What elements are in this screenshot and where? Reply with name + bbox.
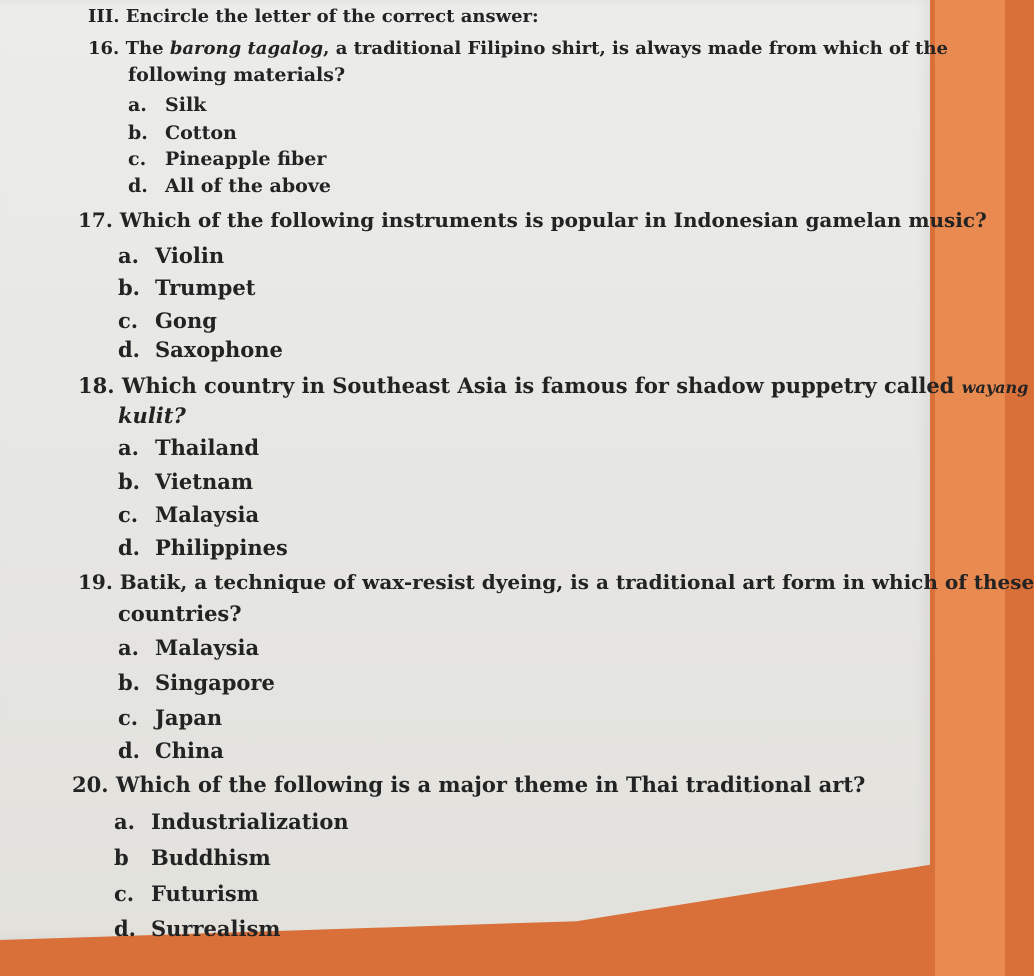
option-letter: c. [118, 308, 139, 333]
option-18c[interactable] [118, 502, 259, 527]
option-letter: c. [118, 705, 139, 730]
question-17 [78, 208, 987, 232]
option-18b[interactable] [118, 469, 253, 494]
question-16 [88, 38, 948, 59]
question-16-continuation: following materials? [128, 64, 346, 86]
option-text: Vietnam [155, 469, 254, 494]
option-16b[interactable] [128, 122, 237, 144]
option-20a[interactable] [114, 809, 349, 834]
question-number: 20. [72, 772, 109, 797]
option-text: Violin [155, 243, 225, 268]
option-text: Silk [165, 94, 207, 116]
option-letter: d. [118, 535, 140, 560]
question-number: 18. [78, 373, 115, 398]
question-19 [78, 570, 1034, 594]
option-text: Trumpet [155, 275, 256, 300]
question-text: Which of the following is a major theme in Thai traditional art? [115, 772, 866, 797]
option-19a[interactable] [118, 635, 259, 660]
option-letter: c. [118, 502, 139, 527]
option-text: Industrialization [151, 809, 349, 834]
option-text: Futurism [151, 881, 259, 906]
option-letter: c. [114, 881, 135, 906]
option-letter: a. [118, 243, 139, 268]
option-letter: b. [128, 122, 148, 144]
option-text: Japan [155, 705, 223, 730]
option-text: Gong [155, 308, 217, 333]
option-19c[interactable] [118, 705, 222, 730]
question-number: 19. [78, 570, 113, 594]
option-text: Thailand [155, 435, 260, 460]
option-text: All of the above [165, 175, 331, 197]
option-16a[interactable] [128, 94, 206, 116]
option-text: Singapore [155, 670, 275, 695]
option-letter: a. [114, 809, 135, 834]
question-text: Which of the following instruments is popular in Indonesian gamelan music? [119, 208, 987, 232]
question-text-italic: wayang [961, 378, 1029, 397]
option-text: Cotton [165, 122, 237, 144]
option-letter: b. [118, 670, 140, 695]
question-text-italic: barong tagalog [169, 38, 324, 59]
option-letter: d. [128, 175, 148, 197]
option-letter: c. [128, 148, 147, 170]
question-20 [72, 772, 865, 797]
question-19-continuation: countries? [118, 601, 242, 626]
question-text: Which country in Southeast Asia is famous for shadow puppetry called [121, 373, 962, 398]
section-title: III. Encircle the letter of the correct answer: [88, 6, 539, 27]
question-text: The [125, 38, 170, 59]
option-20d[interactable] [114, 916, 281, 941]
option-letter: b. [118, 469, 140, 494]
question-text: Batik, a technique of wax-resist dyeing, is a traditional art form in which of these [119, 570, 1034, 594]
option-letter: b [114, 845, 129, 870]
option-text: Pineapple fiber [165, 148, 327, 170]
option-16c[interactable] [128, 148, 326, 170]
option-text: Saxophone [155, 337, 283, 362]
option-text: Philippines [155, 535, 288, 560]
option-19b[interactable] [118, 670, 275, 695]
option-17a[interactable] [118, 243, 224, 268]
question-number: 16. [88, 38, 120, 59]
option-text: Malaysia [155, 502, 260, 527]
option-17b[interactable] [118, 275, 255, 300]
background-stripe [935, 0, 1005, 976]
option-20b[interactable] [114, 845, 271, 870]
option-letter: b. [118, 275, 140, 300]
option-letter: a. [118, 635, 139, 660]
option-18a[interactable] [118, 435, 259, 460]
option-letter: d. [114, 916, 136, 941]
option-letter: d. [118, 337, 140, 362]
option-text: Surrealism [151, 916, 281, 941]
option-19d[interactable] [118, 738, 224, 763]
question-18-continuation: kulit? [118, 403, 186, 428]
option-letter: d. [118, 738, 140, 763]
option-letter: a. [128, 94, 147, 116]
option-16d[interactable] [128, 175, 331, 197]
question-18 [78, 373, 1028, 398]
option-18d[interactable] [118, 535, 288, 560]
option-17c[interactable] [118, 308, 217, 333]
option-text: Buddhism [151, 845, 271, 870]
option-20c[interactable] [114, 881, 259, 906]
option-text: China [155, 738, 224, 763]
question-text: , a traditional Filipino shirt, is always made from which of the [323, 38, 948, 59]
question-number: 17. [78, 208, 113, 232]
option-letter: a. [118, 435, 139, 460]
option-text: Malaysia [155, 635, 260, 660]
option-17d[interactable] [118, 337, 283, 362]
